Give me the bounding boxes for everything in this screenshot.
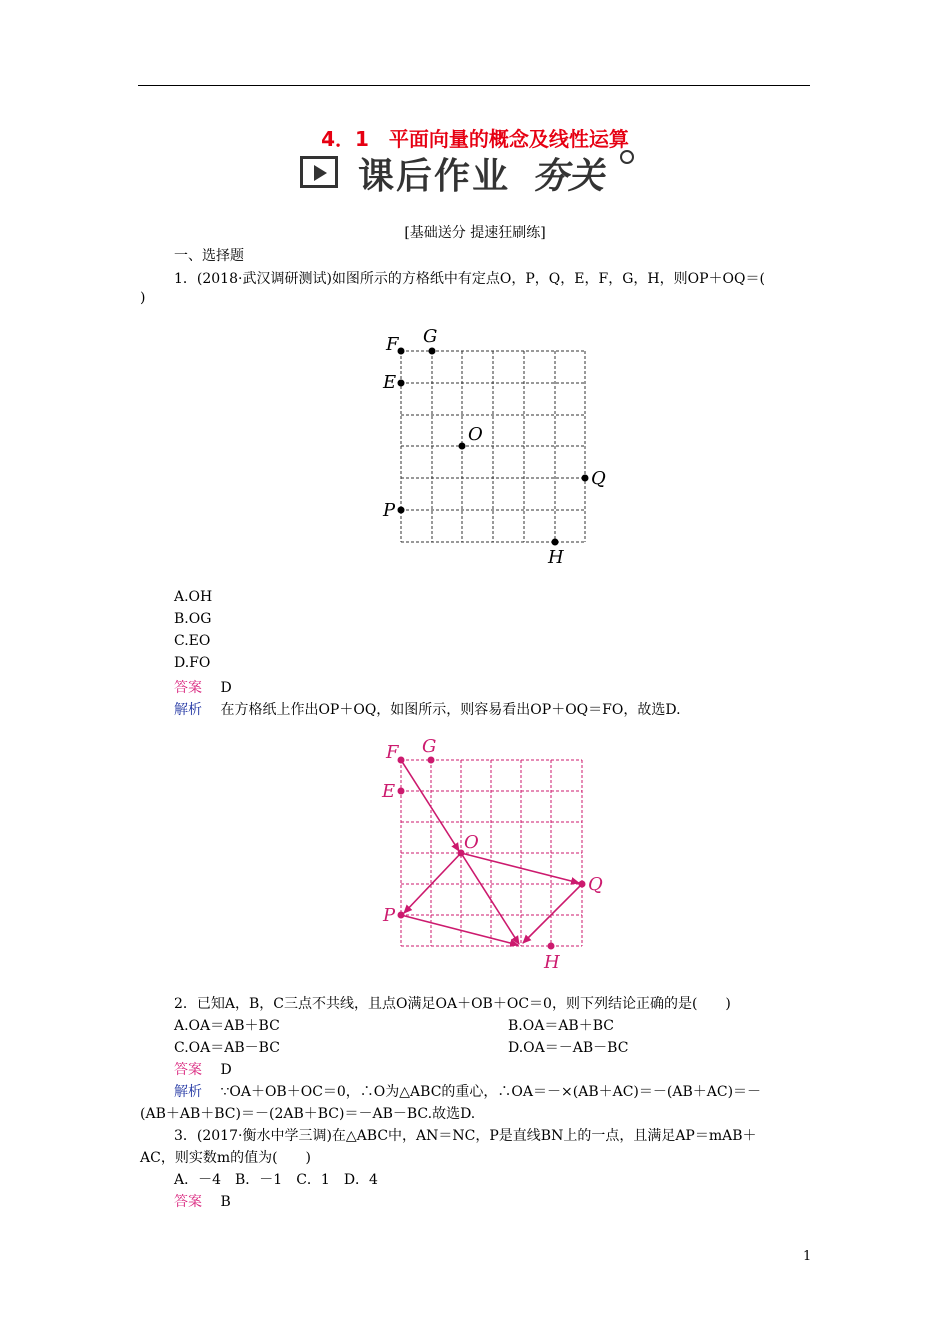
q2-option-d: D.OA＝－AB－BC (508, 1040, 629, 1056)
label-E: E (383, 372, 397, 393)
q1-option-b: B.OG (174, 611, 212, 627)
banner-logo: 夯关 (532, 156, 605, 197)
q2-explanation-row (174, 1081, 761, 1101)
sol-label-Q: Q (588, 874, 603, 895)
q1-answer-label: 答案 (174, 680, 202, 696)
point-F (398, 348, 405, 355)
vector-FO (401, 760, 459, 851)
vector-P-sum (401, 915, 518, 945)
point-P (398, 507, 405, 514)
point-O (459, 443, 466, 450)
q3-answer: B (220, 1194, 231, 1210)
q1-grid-figure (355, 318, 635, 573)
vector-OP (404, 853, 461, 913)
q3-answer-row (174, 1191, 231, 1211)
page-subtitle: [基础送分 提速狂刷练] (404, 225, 546, 241)
label-G: G (423, 326, 438, 347)
q1-stem-line2: ) (140, 290, 146, 306)
point-Q (582, 475, 589, 482)
vector-OQ (461, 853, 579, 883)
q1-explain-label: 解析 (174, 702, 202, 718)
label-F: F (386, 334, 399, 355)
q1-stem-line1: 1．(2018·武汉调研测试)如图所示的方格纸中有定点O，P，Q，E，F，G，H，则OP＋OQ＝( (174, 271, 765, 287)
label-P: P (383, 500, 396, 521)
point-H (552, 539, 559, 546)
logo-mark-icon (620, 150, 634, 164)
q2-stem: 2．已知A，B，C三点不共线，且点O满足OA＋OB＋OC＝0，则下列结论正确的是( ) (174, 996, 731, 1012)
page-number: 1 (803, 1249, 812, 1264)
q2-answer-row (174, 1059, 232, 1079)
label-H: H (548, 547, 564, 568)
q2-option-b: B.OA＝AB＋BC (508, 1018, 614, 1034)
q1-answer-row (174, 677, 232, 697)
sol-label-F: F (386, 742, 399, 763)
q2-option-a: A.OA＝AB＋BC (174, 1018, 280, 1034)
label-O: O (468, 424, 483, 445)
q2-explanation-line2: (AB＋AB＋BC)＝－(2AB＋BC)＝－AB－BC.故选D. (140, 1106, 476, 1122)
q2-answer: D (220, 1062, 232, 1078)
q3-stem-line1: 3．(2017·衡水中学三调)在△ABC中，AN＝NC，P是直线BN上的一点，且满足AP＝mAB＋ (174, 1128, 757, 1144)
q2-explain-label: 解析 (174, 1084, 202, 1100)
point-G (429, 348, 436, 355)
q1-solution-figure (360, 728, 630, 978)
q2-explanation-line1: ∵OA＋OB＋OC＝0，∴O为△ABC的重心，∴OA＝－×(AB＋AC)＝－(AB＋AC)＝－ (220, 1084, 762, 1100)
label-Q: Q (591, 468, 606, 489)
banner-text: 课后作业 (358, 156, 511, 197)
q3-answer-label: 答案 (174, 1194, 202, 1210)
q1-answer: D (220, 680, 232, 696)
sol-label-P: P (383, 905, 396, 926)
q1-explanation: 在方格纸上作出OP＋OQ，如图所示，则容易看出OP＋OQ＝FO，故选D. (220, 702, 681, 718)
vector-Q-sum (523, 884, 582, 943)
q3-stem-line2: AC，则实数m的值为( ) (140, 1150, 312, 1166)
q2-option-c: C.OA＝AB－BC (174, 1040, 280, 1056)
sol-label-O: O (464, 832, 479, 853)
vector-sum (461, 853, 519, 944)
point-E (398, 380, 405, 387)
sol-label-E: E (382, 781, 396, 802)
q3-options: A．－4 B．－1 C．1 D．4 (174, 1172, 378, 1188)
q1-explanation-row (174, 699, 681, 719)
sol-label-H: H (544, 952, 560, 973)
q2-answer-label: 答案 (174, 1062, 202, 1078)
play-icon (300, 156, 338, 188)
header-rule (138, 85, 810, 86)
q1-option-a: A.OH (174, 589, 213, 605)
q1-option-c: C.EO (174, 633, 211, 649)
page-title: 4．1 平面向量的概念及线性运算 (321, 127, 629, 151)
sol-label-G: G (422, 736, 437, 757)
q1-option-d: D.FO (174, 655, 211, 671)
section-heading: 一、选择题 (174, 248, 244, 264)
